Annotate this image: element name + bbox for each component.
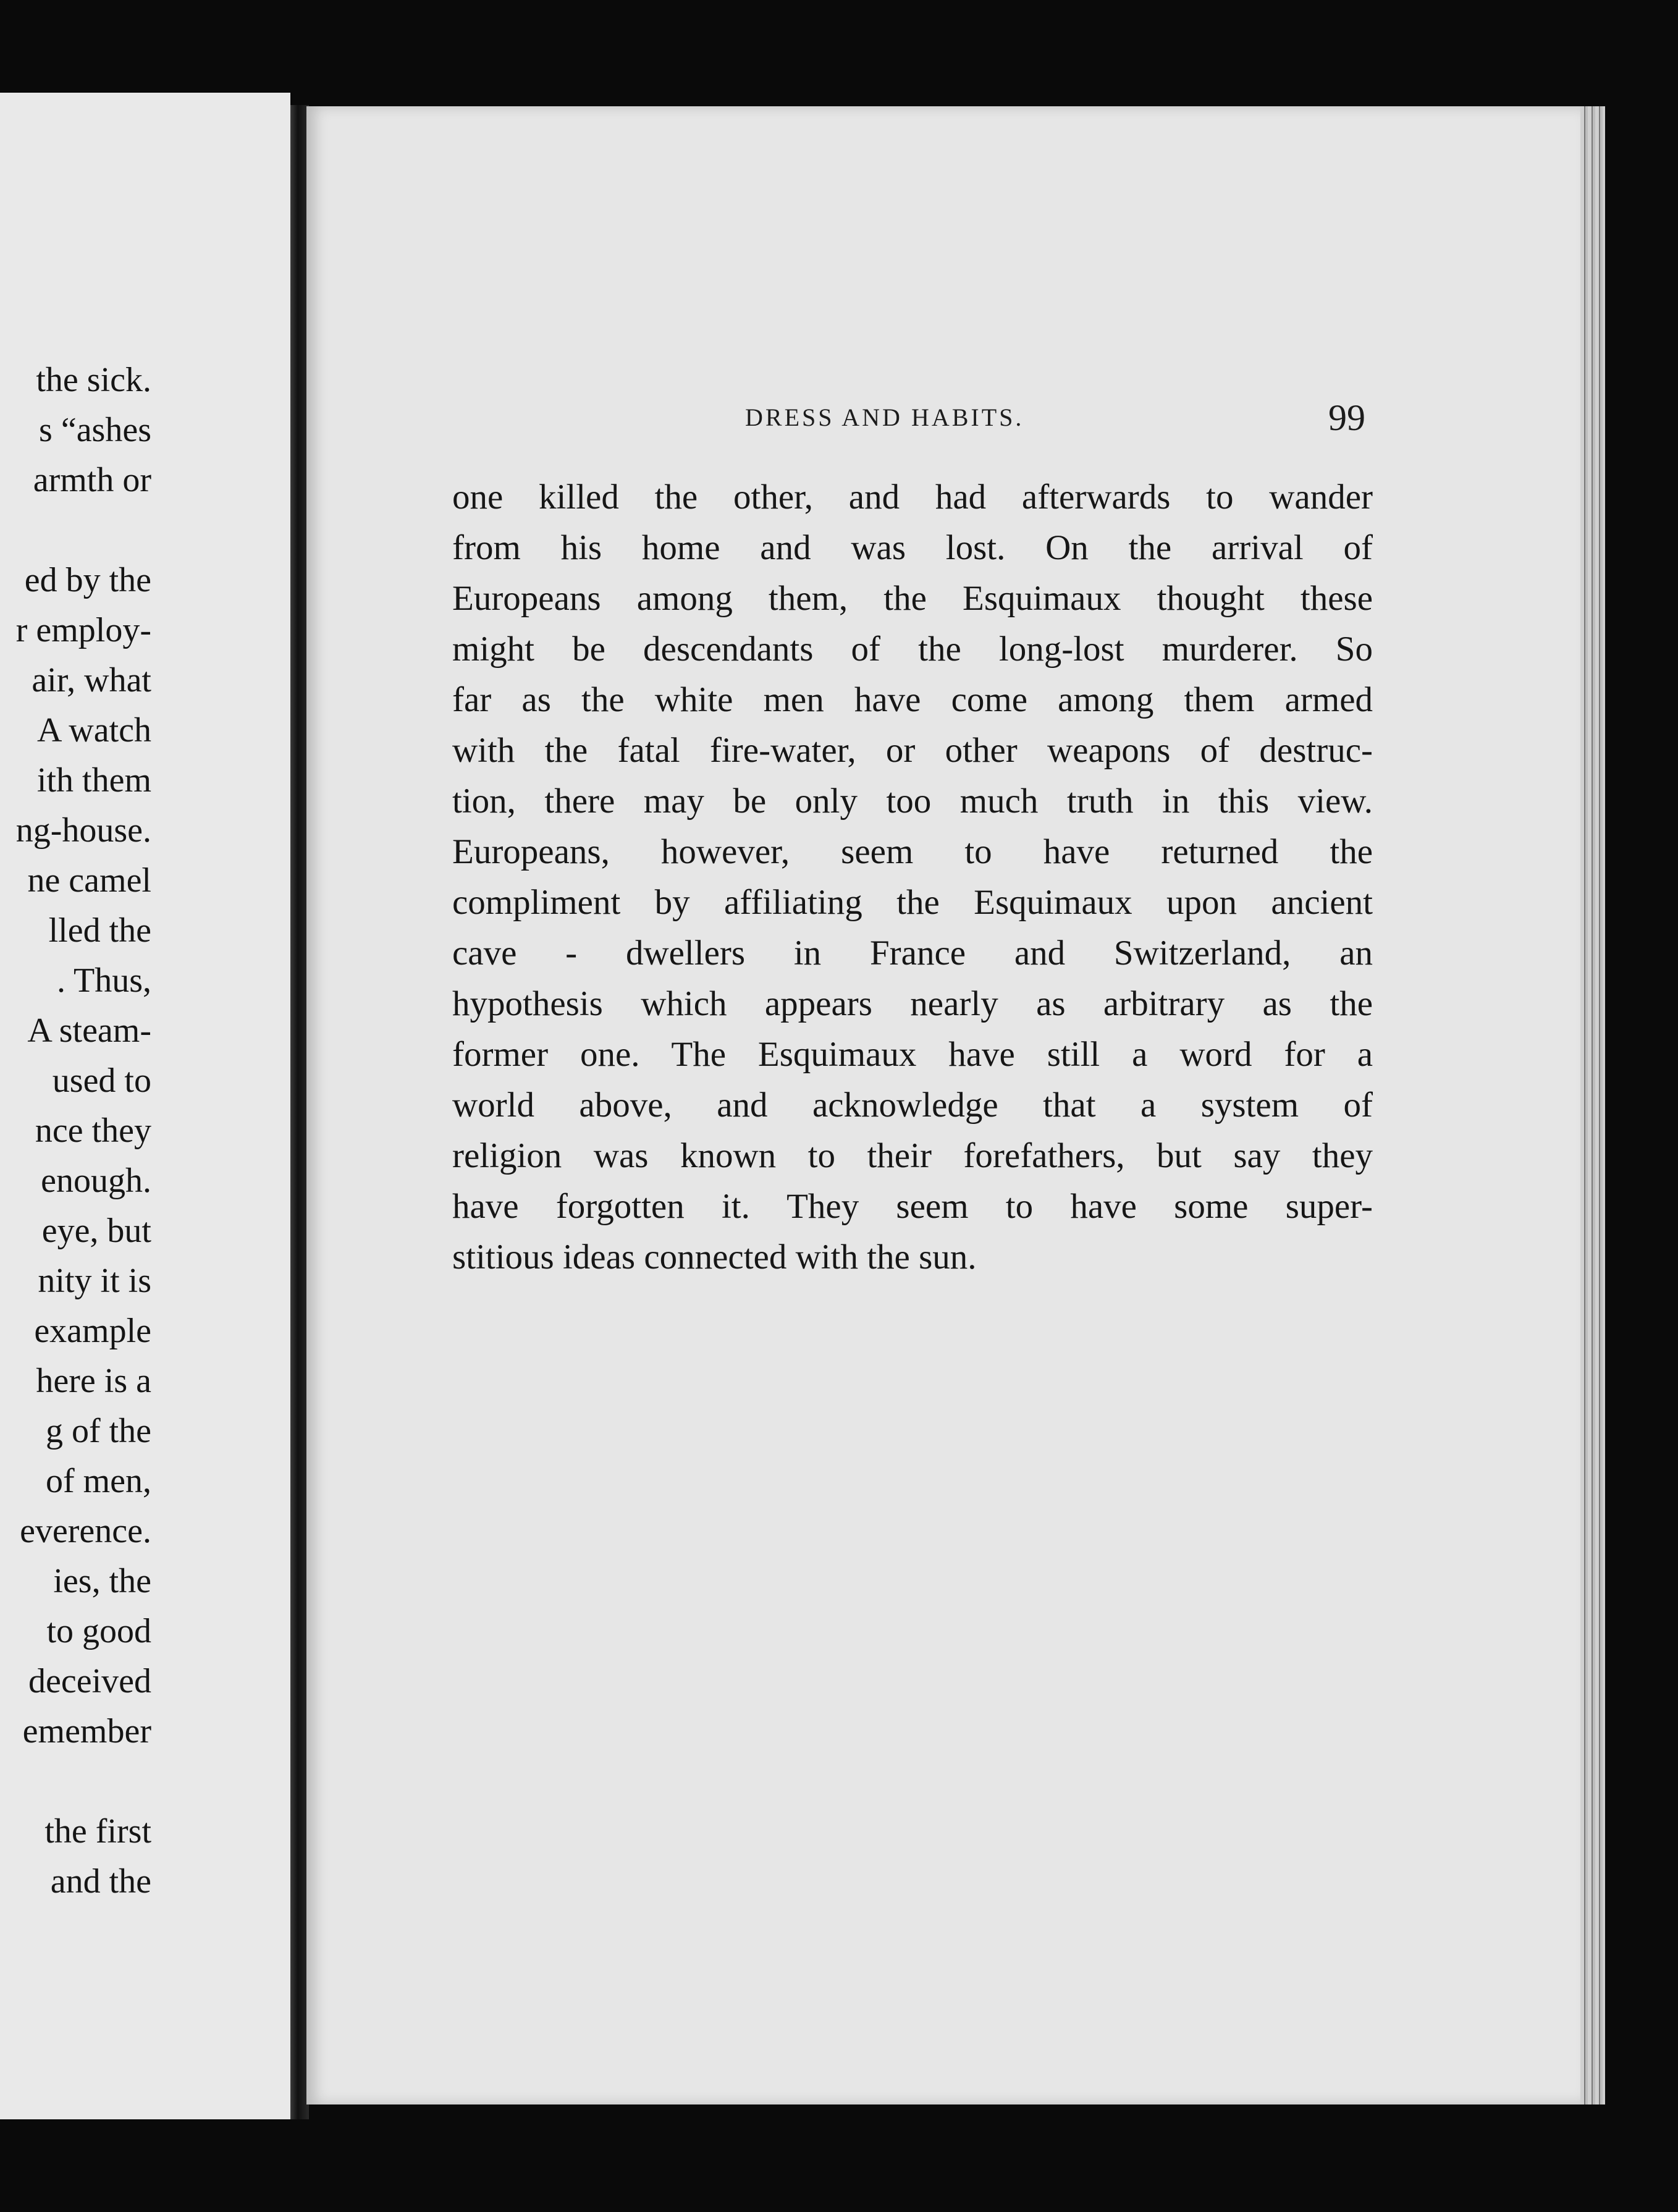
previous-page-line: g of the (45, 1412, 151, 1450)
text-line: world above, and acknowledge that a system of (452, 1086, 1373, 1125)
previous-page-line: nity it is (38, 1262, 151, 1300)
text-line: stitious ideas connected with the sun. (452, 1238, 977, 1277)
previous-page-line: A watch (36, 711, 151, 749)
text-line: hypothesis which appears nearly as arbitrary as the (452, 984, 1373, 1023)
body-text (452, 472, 1373, 1283)
previous-page-line: here is a (36, 1362, 151, 1400)
previous-page-line: enough. (41, 1162, 151, 1200)
previous-page-line: emember (22, 1712, 151, 1750)
running-head (306, 397, 1580, 440)
previous-page-line (0, 1757, 290, 1807)
previous-page-line: s “ashes (39, 411, 151, 449)
previous-page-line: A steam- (27, 1011, 151, 1050)
text-line: one killed the other, and had afterwards to wander (452, 478, 1373, 517)
previous-page-line (0, 505, 290, 555)
previous-page-line: the first (44, 1812, 151, 1851)
text-line: former one. The Esquimaux have still a word for a (452, 1035, 1373, 1074)
text-line: have forgotten it. They seem to have some super- (452, 1187, 1373, 1226)
previous-page-line: lled the (48, 911, 151, 950)
text-line: far as the white men have come among them armed (452, 680, 1373, 719)
previous-page-line: r employ- (15, 611, 151, 649)
previous-page-line: ne camel (27, 861, 151, 900)
text-line: tion, there may be only too much truth in this view. (452, 782, 1373, 821)
previous-page-line: ies, the (53, 1562, 151, 1600)
text-line: Europeans, however, seem to have returned the (452, 832, 1373, 871)
previous-page-line: eye, but (41, 1212, 151, 1250)
previous-page-line: nce they (35, 1112, 151, 1150)
text-line: compliment by affiliating the Esquimaux upon ancient (452, 883, 1373, 922)
previous-page-text (0, 355, 290, 1907)
previous-page-line: the sick. (36, 361, 151, 399)
running-head-title: DRESS AND HABITS. (745, 403, 1024, 431)
previous-page-line: deceived (28, 1662, 151, 1700)
text-line: Europeans among them, the Esquimaux thought these (452, 579, 1373, 618)
previous-page-line: air, what (32, 661, 151, 699)
current-page (306, 106, 1580, 2104)
previous-page-line: ed by the (24, 561, 151, 599)
previous-page-line: used to (52, 1062, 151, 1100)
text-line: from his home and was lost. On the arrival of (452, 528, 1373, 567)
previous-page-line: example (34, 1312, 151, 1350)
previous-page-line: . Thus, (57, 961, 151, 1000)
previous-page-line: armth or (33, 461, 151, 499)
page-number: 99 (1328, 397, 1365, 438)
previous-page-line: everence. (20, 1512, 151, 1550)
previous-page-line: of men, (45, 1462, 151, 1500)
page-edges (1580, 106, 1605, 2104)
previous-page-line: ith them (36, 761, 151, 800)
previous-page (0, 93, 290, 2119)
previous-page-line: ng-house. (15, 811, 151, 850)
text-line: religion was known to their forefathers, but say they (452, 1136, 1373, 1175)
text-line: with the fatal fire-water, or other weapons of destruc- (452, 731, 1373, 770)
text-line: cave - dwellers in France and Switzerland, an (452, 934, 1373, 973)
text-line: might be descendants of the long-lost murderer. So (452, 630, 1373, 669)
previous-page-line: and the (50, 1862, 151, 1901)
previous-page-line: to good (46, 1612, 151, 1650)
